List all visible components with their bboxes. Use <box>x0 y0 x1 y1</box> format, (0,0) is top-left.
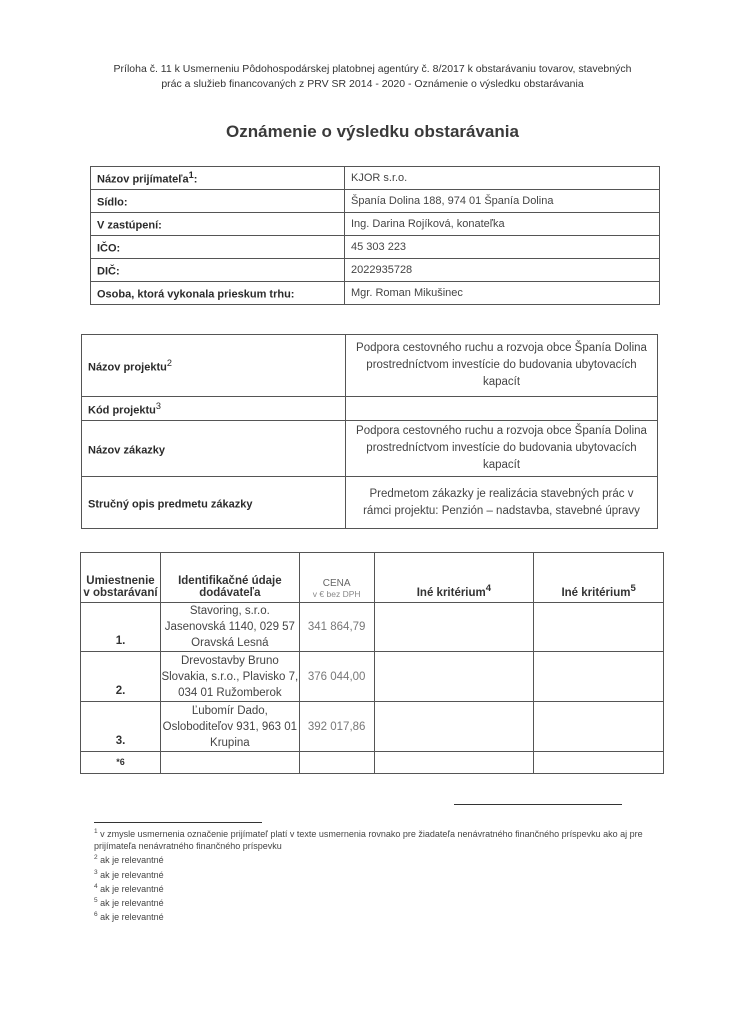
recipient-label: IČO: <box>97 242 121 255</box>
result-rank: *6 <box>81 752 161 774</box>
project-label-cell <box>82 397 346 421</box>
recipient-label-cell <box>91 190 345 213</box>
result-criterion-4 <box>374 752 534 774</box>
footnote <box>94 826 654 852</box>
footnote-text: ak je relevantné <box>97 883 164 894</box>
criterion-5-header <box>534 553 664 603</box>
footnote-number: 4 <box>94 882 98 890</box>
result-row <box>81 752 664 774</box>
recipient-table <box>90 166 660 305</box>
footnote <box>94 867 654 881</box>
result-criterion-5 <box>534 752 664 774</box>
footnote-text: ak je relevantné <box>97 869 164 880</box>
recipient-label-cell <box>91 167 345 190</box>
recipient-label-cell <box>91 259 345 282</box>
result-price: 392 017,86 <box>299 702 374 752</box>
recipient-value: Ing. Darina Rojíková, konateľka <box>345 213 660 236</box>
project-row <box>82 477 658 529</box>
result-criterion-5 <box>534 652 664 702</box>
document-title: Oznámenie o výsledku obstarávania <box>226 122 519 141</box>
price-header <box>299 553 374 603</box>
recipient-label-cell <box>91 236 345 259</box>
criterion-4-sup: 4 <box>485 583 492 595</box>
result-criterion-5 <box>534 702 664 752</box>
project-value: Predmetom zákazky je realizácia stavebných prác v rámci projektu: Penzión – nadstavba, stavebné úpravy <box>346 477 658 529</box>
recipient-row <box>91 167 660 190</box>
footnote <box>94 909 654 923</box>
recipient-label-sup: 1 <box>188 170 194 181</box>
footnote-text: v zmysle usmernenia označenie prijímateľ platí v texte usmernenia rovnako pre žiadateľa nenávratného finančného príspevku ako aj pre prijímateľa nenávratného finančného príspevku <box>94 829 643 852</box>
annex-header-line-2: prác a služieb financovaných z PRV SR 2014 - 2020 - Oznámenie o výsledku obstarávania <box>161 78 584 90</box>
results-table <box>80 552 664 774</box>
project-label: Názov projektu <box>88 361 167 374</box>
result-supplier <box>160 752 299 774</box>
result-supplier: Ľubomír Dado, Osloboditeľov 931, 963 01 Krupina <box>160 702 299 752</box>
recipient-row <box>91 213 660 236</box>
recipient-row <box>91 190 660 213</box>
annex-header <box>80 62 665 92</box>
recipient-label-cell <box>91 282 345 305</box>
footnote-number: 2 <box>94 854 98 862</box>
project-label-cell <box>82 421 346 477</box>
project-label-cell <box>82 477 346 529</box>
result-criterion-5 <box>534 603 664 652</box>
footnote <box>94 895 654 909</box>
footnote-number: 3 <box>94 868 98 876</box>
recipient-label: DIČ: <box>97 265 120 278</box>
project-value: Podpora cestovného ruchu a rozvoja obce Španía Dolina prostredníctvom investície do budovania ubytovacích kapacít <box>346 421 658 477</box>
project-label: Názov zákazky <box>88 444 166 457</box>
criterion-4-header <box>374 553 534 603</box>
footnote <box>94 852 654 866</box>
recipient-value: 2022935728 <box>345 259 660 282</box>
result-rank: 2. <box>81 652 161 702</box>
project-label-cell <box>82 335 346 397</box>
recipient-label: Osoba, ktorá vykonala prieskum trhu: <box>97 288 295 301</box>
result-criterion-4 <box>374 702 534 752</box>
footnote-text: ak je relevantné <box>97 855 164 866</box>
recipient-row <box>91 236 660 259</box>
result-price <box>299 752 374 774</box>
result-row <box>81 702 664 752</box>
criterion-4-label: Iné kritérium <box>416 587 486 599</box>
result-supplier: Drevostavby Bruno Slovakia, s.r.o., Plavisko 7, 034 01 Ružomberok <box>160 652 299 702</box>
criterion-5-label: Iné kritérium <box>561 587 631 599</box>
price-header-label: CENA <box>322 578 351 589</box>
footnote-number: 1 <box>94 828 98 835</box>
project-value <box>346 397 658 421</box>
recipient-value: 45 303 223 <box>345 236 660 259</box>
result-row <box>81 603 664 652</box>
result-rank: 3. <box>81 702 161 752</box>
recipient-value: Mgr. Roman Mikušinec <box>345 282 660 305</box>
result-price: 341 864,79 <box>299 603 374 652</box>
project-table <box>81 334 658 529</box>
footnote-text: ak je relevantné <box>97 912 164 923</box>
recipient-label: Názov prijímateľa <box>97 173 189 186</box>
footnotes <box>94 826 654 923</box>
result-price: 376 044,00 <box>299 652 374 702</box>
recipient-label: V zastúpení: <box>97 219 162 232</box>
project-label: Stručný opis predmetu zákazky <box>88 498 253 511</box>
footnote-number: 5 <box>94 897 98 905</box>
recipient-value: KJOR s.r.o. <box>345 167 660 190</box>
project-label: Kód projektu <box>88 404 156 417</box>
result-row <box>81 652 664 702</box>
signature-line <box>454 804 622 805</box>
footnote-number: 6 <box>94 911 98 919</box>
footnote-separator <box>94 822 262 823</box>
recipient-value: Španía Dolina 188, 974 01 Španía Dolina <box>345 190 660 213</box>
project-label-sup: 2 <box>166 357 172 368</box>
result-rank: 1. <box>81 603 161 652</box>
recipient-row <box>91 259 660 282</box>
recipient-label: Sídlo: <box>97 196 128 209</box>
supplier-header: Identifikačné údaje dodávateľa <box>160 553 299 603</box>
recipient-label-cell <box>91 213 345 236</box>
price-header-sub: v € bez DPH <box>312 589 361 599</box>
rank-header: Umiestnenie v obstarávaní <box>81 553 161 603</box>
project-row <box>82 397 658 421</box>
footnote-text: ak je relevantné <box>97 898 164 909</box>
annex-header-line-1: Príloha č. 11 k Usmerneniu Pôdohospodárskej platobnej agentúry č. 8/2017 k obstarávaniu tovarov, stavebných <box>113 63 632 75</box>
project-row <box>82 421 658 477</box>
recipient-label-suffix: : <box>193 173 198 186</box>
project-value: Podpora cestovného ruchu a rozvoja obce Španía Dolina prostredníctvom investície do budovania ubytovacích kapacít <box>346 335 658 397</box>
result-criterion-4 <box>374 603 534 652</box>
footnote <box>94 881 654 895</box>
criterion-5-sup: 5 <box>630 583 636 595</box>
result-supplier: Stavoring, s.r.o. Jasenovská 1140, 029 57 Oravská Lesná <box>160 603 299 652</box>
project-label-sup: 3 <box>155 400 161 411</box>
result-criterion-4 <box>374 652 534 702</box>
project-row <box>82 335 658 397</box>
recipient-row <box>91 282 660 305</box>
